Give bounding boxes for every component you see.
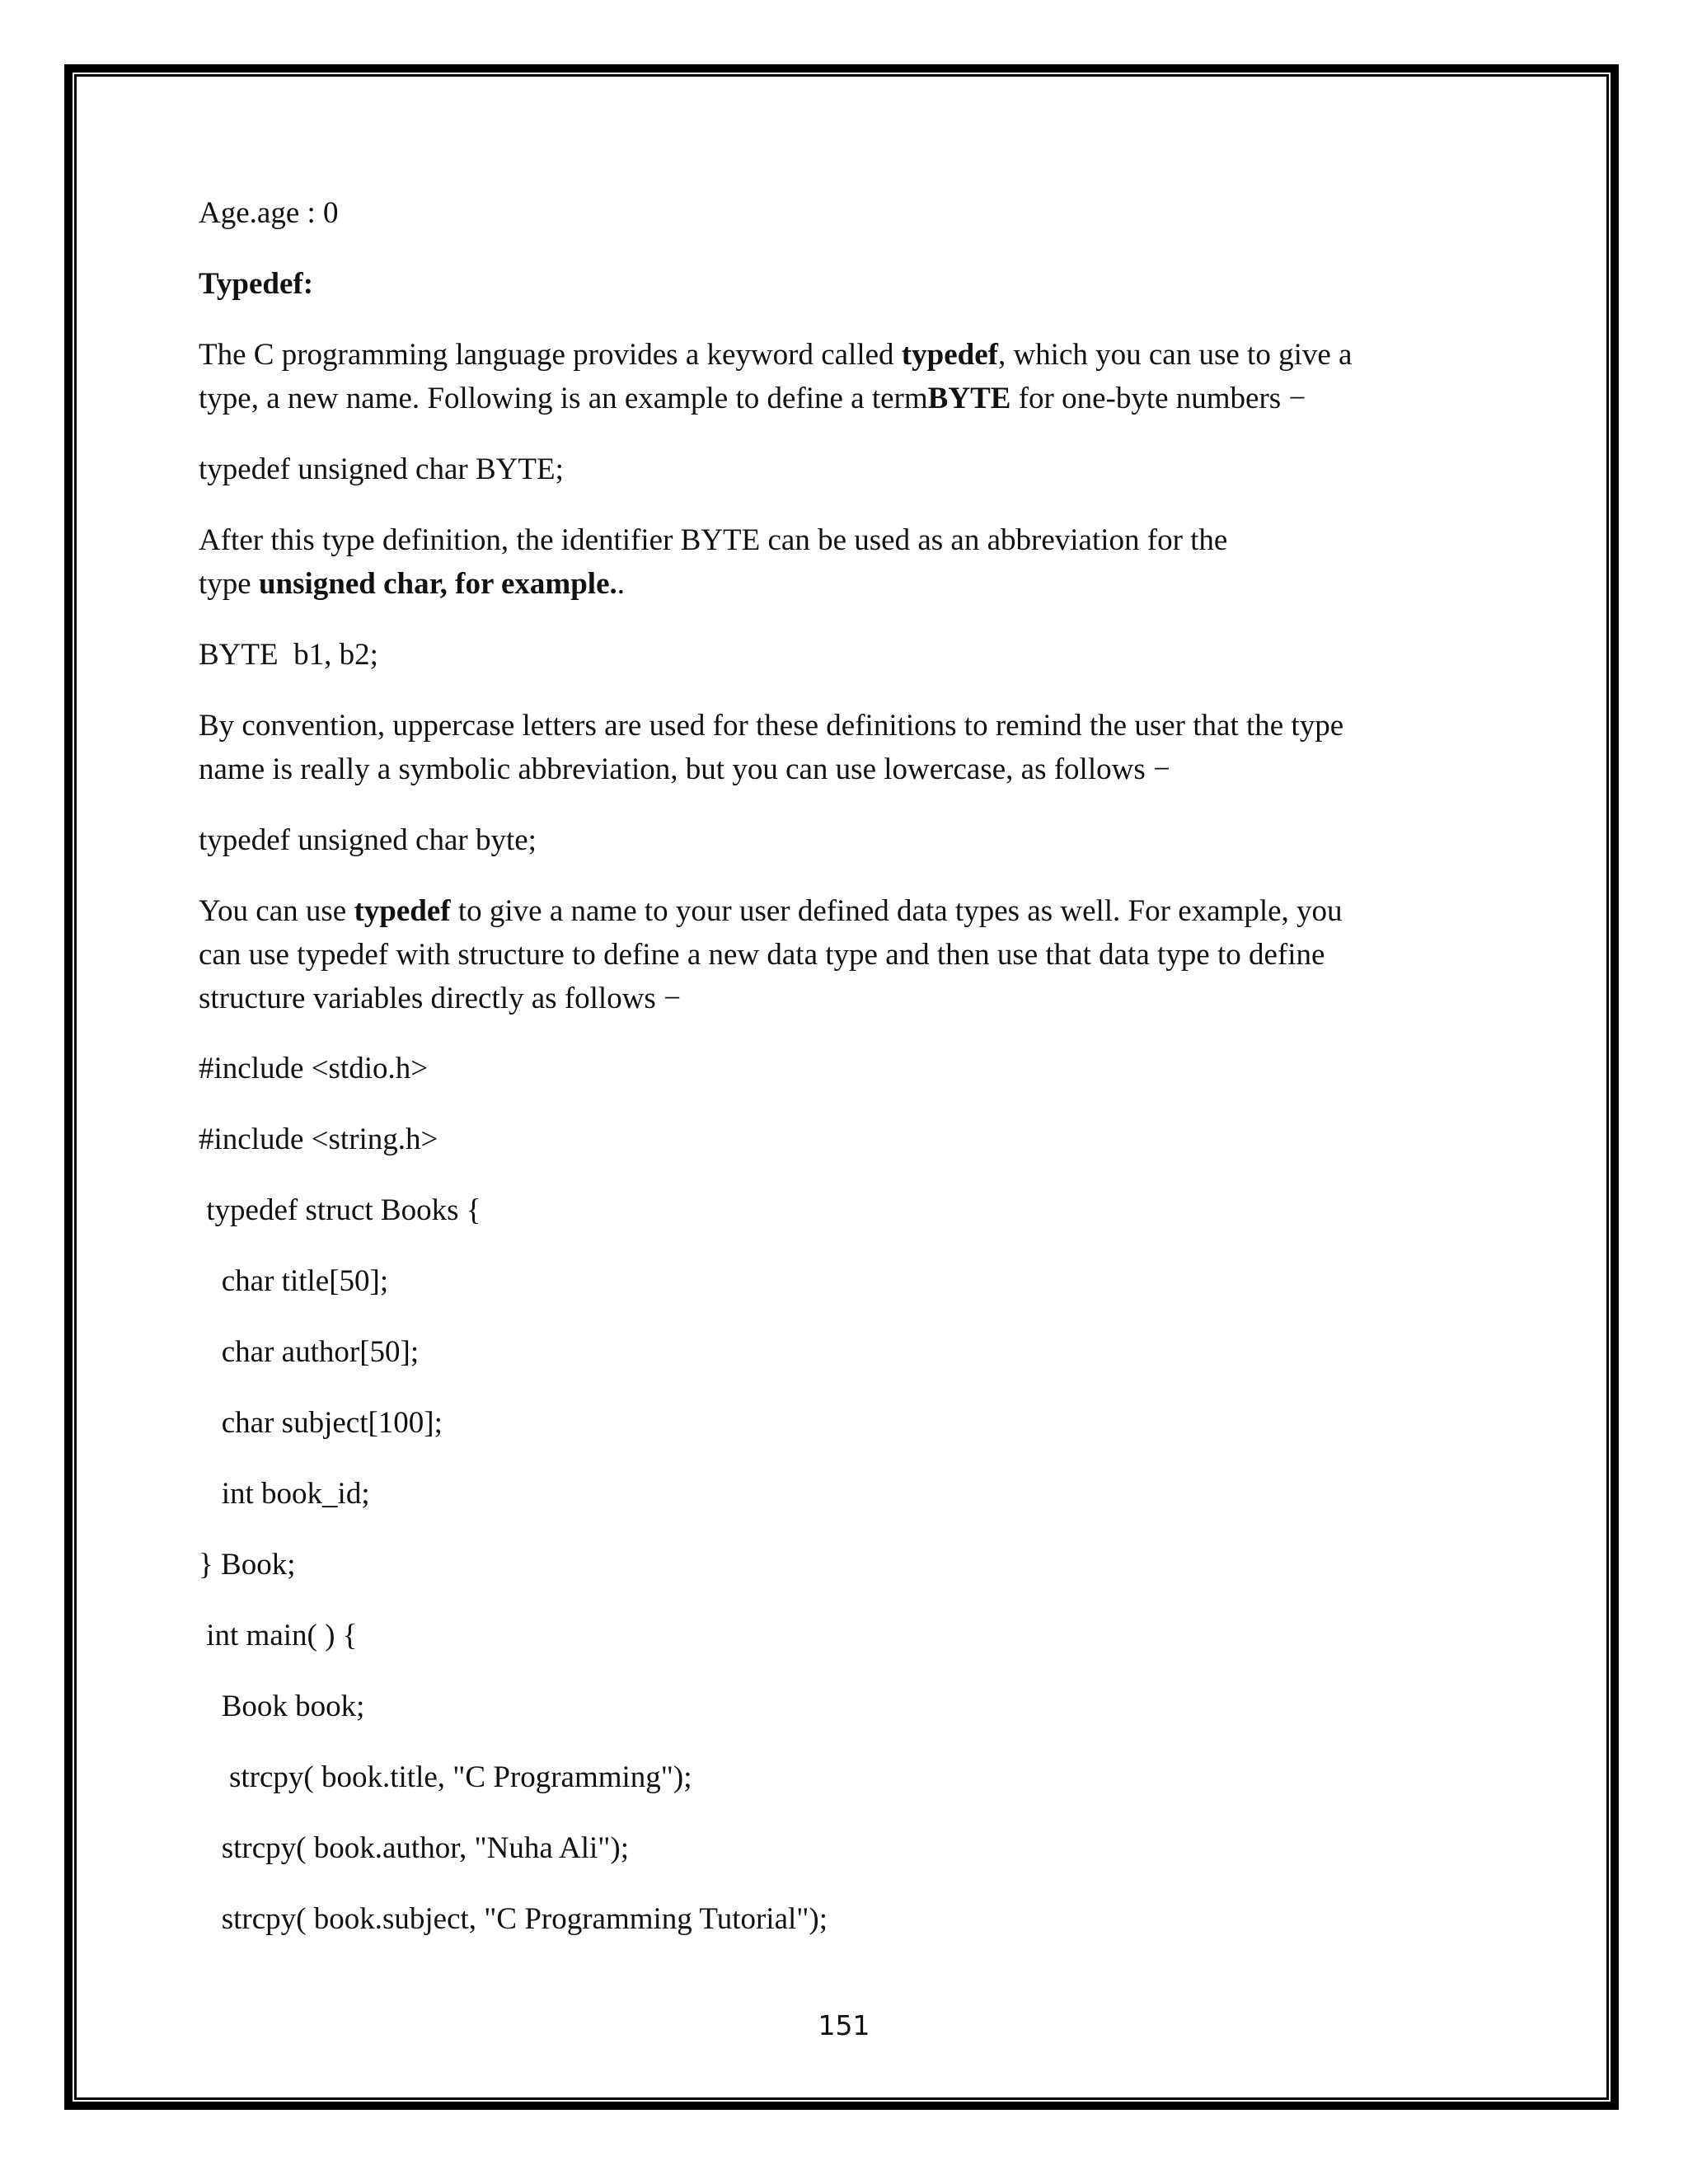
code-line-main: int main( ) { <box>199 1619 358 1652</box>
page-number: 151 <box>818 2009 870 2041</box>
section-heading: Typedef: <box>199 267 314 301</box>
code-line-struct-open: typedef struct Books { <box>199 1193 481 1227</box>
text-run: for one-byte numbers − <box>1010 382 1306 415</box>
text-run: The C programming language provides a keyword called <box>199 338 902 372</box>
code-line-struct-close: } Book; <box>199 1548 296 1582</box>
text-run: You can use <box>199 894 354 928</box>
paragraph-row <box>199 562 1484 606</box>
code-line-author-field: char author[50]; <box>199 1335 420 1369</box>
code-line-byte-vars: BYTE b1, b2; <box>199 638 378 672</box>
code-line-byte-typedef: typedef unsigned char BYTE; <box>199 452 564 486</box>
code-line-strcpy-author: strcpy( book.author, "Nuha Ali"); <box>199 1831 629 1865</box>
code-line-subject-field: char subject[100]; <box>199 1406 443 1440</box>
code-line-byte-lowercase: typedef unsigned char byte; <box>199 823 537 857</box>
bold-keyword: typedef <box>901 338 998 372</box>
paragraph-row: can use typedef with structure to define a new data type and then use that data type to define <box>199 938 1325 972</box>
text-run: type <box>199 567 259 601</box>
bold-keyword: unsigned char, for example. <box>258 567 617 601</box>
text-run: , which you can use to give a <box>997 338 1353 372</box>
text-run: . <box>617 567 625 601</box>
paragraph-row: name is really a symbolic abbreviation, but you can use lowercase, as follows − <box>199 752 1170 786</box>
paragraph-row: structure variables directly as follows − <box>199 982 681 1015</box>
paragraph-convention <box>199 704 1484 791</box>
code-line-bookid-field: int book_id; <box>199 1477 370 1511</box>
bold-keyword: BYTE <box>927 382 1011 415</box>
paragraph-abbreviation <box>199 518 1484 606</box>
bold-keyword: typedef <box>354 894 451 928</box>
code-line-strcpy-subject: strcpy( book.subject, "C Programming Tutorial"); <box>199 1902 828 1936</box>
text-run: to give a name to your user defined data types as well. For example, you <box>450 894 1343 928</box>
paragraph-row: After this type definition, the identifier BYTE can be used as an abbreviation for the <box>199 523 1228 557</box>
age-output-line: Age.age : 0 <box>199 196 339 230</box>
code-line-include-stdio: #include <stdio.h> <box>199 1052 429 1085</box>
code-line-book-decl: Book book; <box>199 1690 365 1723</box>
paragraph-typedef-intro <box>199 333 1484 420</box>
code-line-title-field: char title[50]; <box>199 1264 389 1298</box>
code-line-include-string: #include <string.h> <box>199 1122 438 1156</box>
paragraph-row <box>199 333 1484 377</box>
text-run: type, a new name. Following is an example to define a term <box>199 382 928 415</box>
paragraph-row <box>199 889 1484 933</box>
paragraph-row <box>199 377 1484 420</box>
code-line-strcpy-title: strcpy( book.title, "C Programming"); <box>199 1760 692 1794</box>
paragraph-struct-typedef <box>199 889 1484 1020</box>
paragraph-row: By convention, uppercase letters are used for these definitions to remind the user that the type <box>199 709 1344 743</box>
